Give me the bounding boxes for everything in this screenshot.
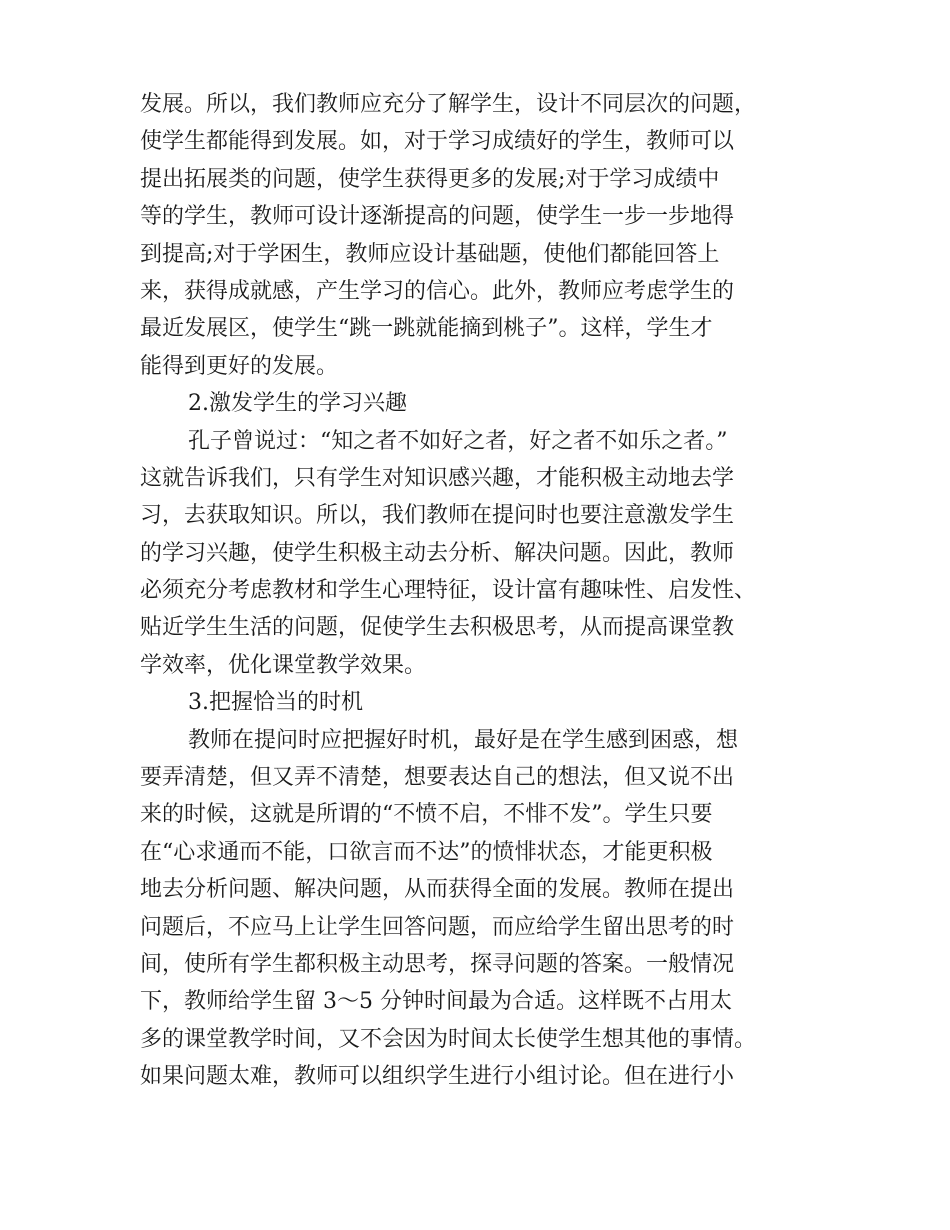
paragraph-line-indented: 3.把握恰当的时机 (188, 690, 363, 716)
paragraph-line: 使学生都能得到发展。如，对于学习成绩好的学生，教师可以 (140, 129, 735, 155)
paragraph-line: 这就告诉我们，只有学生对知识感兴趣，才能积极主动地去学 (140, 465, 735, 491)
paragraph-line: 最近发展区，使学生“跳一跳就能摘到桃子”。这样，学生才 (140, 316, 713, 342)
document-body (140, 86, 812, 1096)
paragraph-line: 贴近学生生活的问题，促使学生去积极思考，从而提高课堂教 (140, 615, 735, 641)
paragraph-line: 提出拓展类的问题，使学生获得更多的发展;对于学习成绩中 (140, 166, 720, 192)
paragraph-line: 来，获得成就感，产生学习的信心。此外，教师应考虑学生的 (140, 278, 735, 304)
paragraph-line: 下，教师给学生留 3～5 分钟时间最为合适。这样既不占用太 (140, 989, 732, 1015)
paragraph-line: 能得到更好的发展。 (140, 353, 339, 379)
paragraph-line: 间，使所有学生都积极主动思考，探寻问题的答案。一般情况 (140, 951, 735, 977)
paragraph-line: 要弄清楚，但又弄不清楚，想要表达自己的想法，但又说不出 (140, 765, 735, 791)
paragraph-line: 的学习兴趣，使学生积极主动去分析、解决问题。因此，教师 (140, 540, 735, 566)
paragraph-line-indented: 教师在提问时应把握好时机，最好是在学生感到困惑，想 (188, 727, 739, 753)
paragraph-line: 来的时候，这就是所谓的“不愤不启，不悱不发”。学生只要 (140, 802, 713, 828)
paragraph-line: 地去分析问题、解决问题，从而获得全面的发展。教师在提出 (140, 877, 735, 903)
paragraph-line-indented: 孔子曾说过：“知之者不如好之者，好之者不如乐之者。” (188, 428, 728, 454)
paragraph-line: 到提高;对于学困生，教师应设计基础题，使他们都能回答上 (140, 241, 720, 267)
paragraph-line: 习，去获取知识。所以，我们教师在提问时也要注意激发学生 (140, 503, 735, 529)
paragraph-line-indented: 2.激发学生的学习兴趣 (188, 391, 407, 417)
paragraph-line: 如果问题太难，教师可以组织学生进行小组讨论。但在进行小 (140, 1064, 735, 1090)
paragraph-line: 问题后，不应马上让学生回答问题，而应给学生留出思考的时 (140, 914, 735, 940)
paragraph-line: 学效率，优化课堂教学效果。 (140, 652, 427, 678)
paragraph-line: 必须充分考虑教材和学生心理特征，设计富有趣味性、启发性、 (140, 578, 757, 604)
paragraph-line: 多的课堂教学时间，又不会因为时间太长使学生想其他的事情。 (140, 1026, 757, 1052)
paragraph-line: 等的学生，教师可设计逐渐提高的问题，使学生一步一步地得 (140, 204, 735, 230)
paragraph-line: 在“心求通而不能，口欲言而不达”的愤悱状态，才能更积极 (140, 839, 713, 865)
paragraph-line: 发展。所以，我们教师应充分了解学生，设计不同层次的问题， (140, 92, 757, 117)
